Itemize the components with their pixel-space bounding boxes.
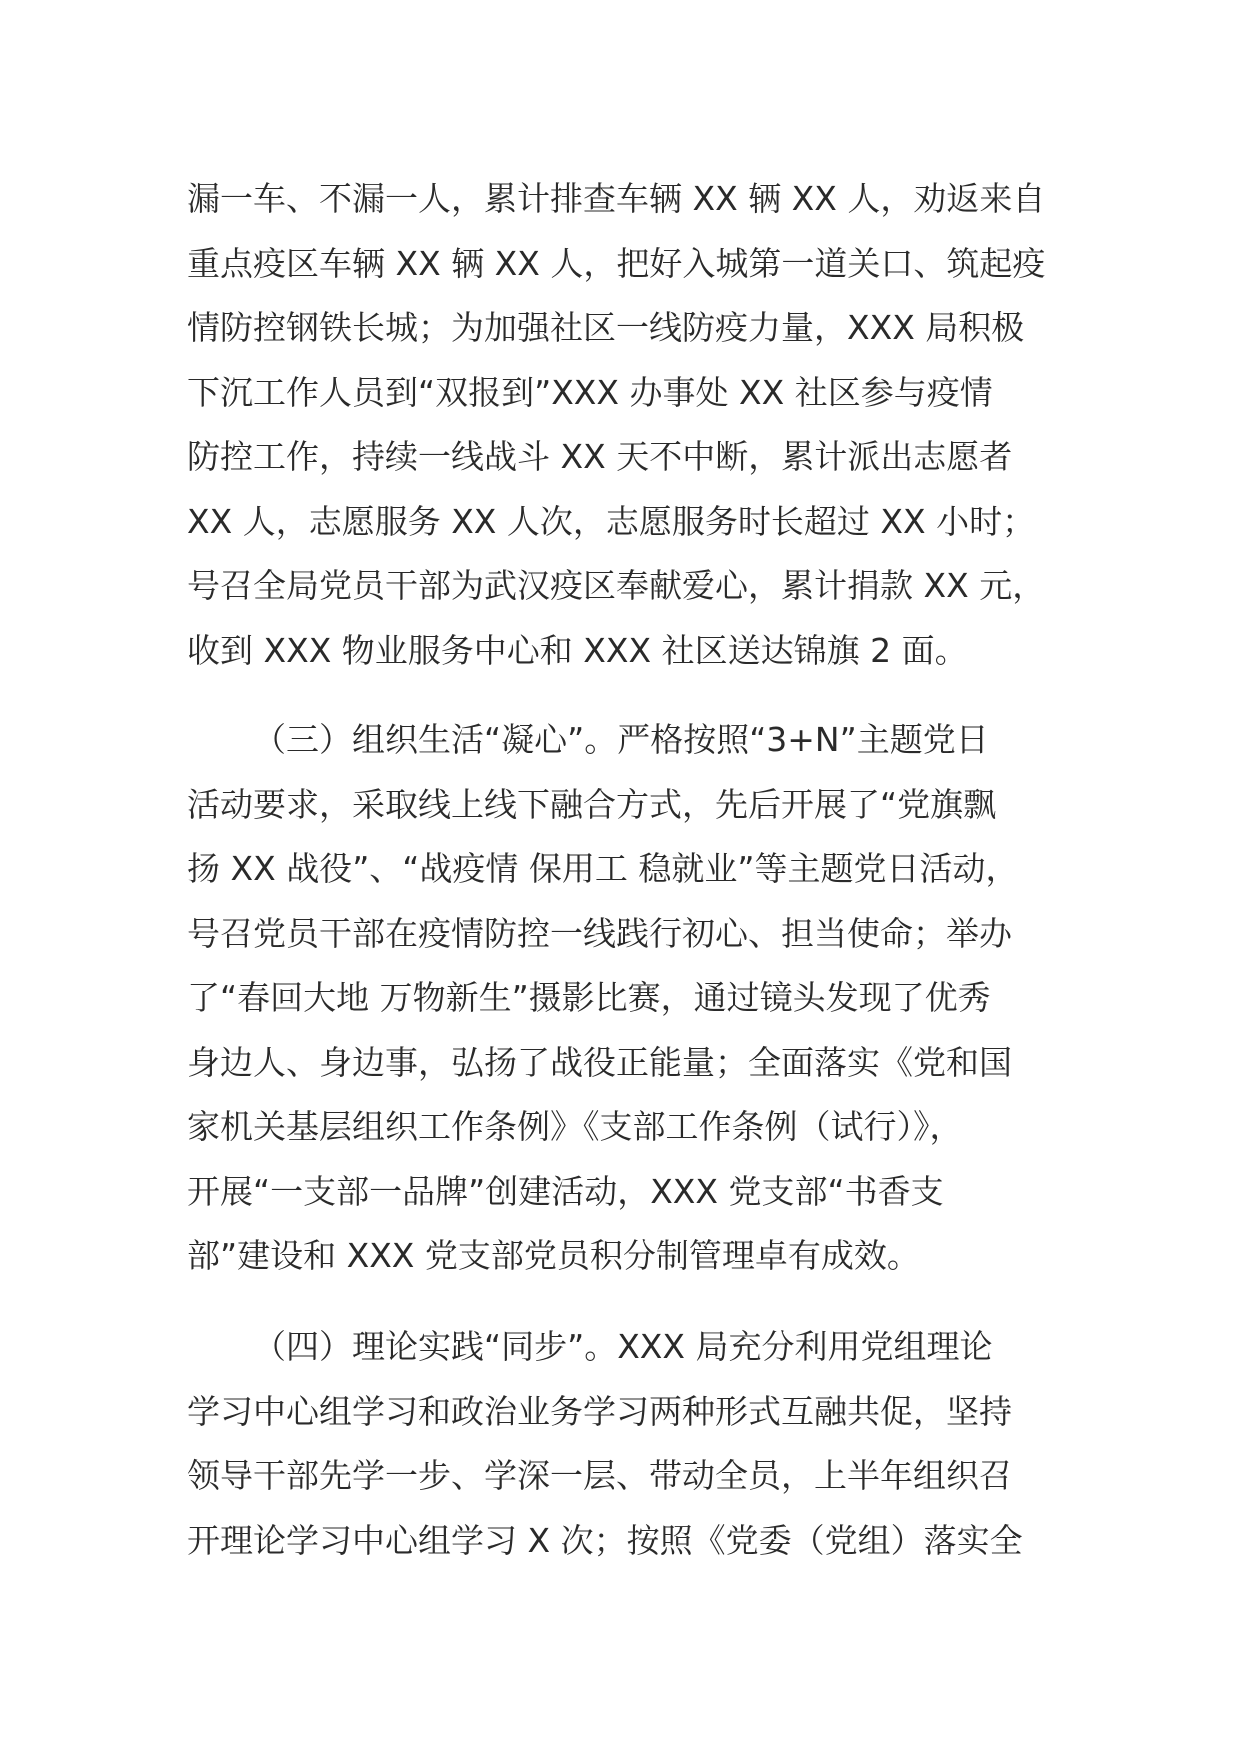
text-line: 身边人、身边事，弘扬了战役正能量；全面落实《党和国 [187,1042,1012,1082]
text-line: （三）组织生活“凝心”。严格按照“3+N”主题党日 [253,720,989,759]
text-line: 号召全局党员干部为武汉疫区奉献爱心，累计捐款 XX 元， [187,566,1046,605]
paragraph-organization-life [187,708,1067,1289]
paragraph-epidemic-prevention [187,167,1067,683]
text-line: 扬 XX 战役”、“战疫情 保用工 稳就业”等主题党日活动， [187,849,1019,888]
text-line: 漏一车、不漏一人，累计排查车辆 XX 辆 XX 人，劝返来自 [187,179,1046,218]
text-line: 部”建设和 XXX 党支部党员积分制管理卓有成效。 [187,1236,920,1275]
text-line: 学习中心组学习和政治业务学习两种形式互融共促，坚持 [187,1391,1012,1431]
text-line: 了“春回大地 万物新生”摄影比赛，通过镜头发现了优秀 [187,978,991,1017]
text-line: 领导干部先学一步、学深一层、带动全员，上半年组织召 [187,1456,1012,1495]
text-line: 防控工作，持续一线战斗 XX 天不中断，累计派出志愿者 [187,437,1013,476]
text-line: 开理论学习中心组学习 X 次；按照《党委（党组）落实全 [187,1520,1023,1560]
text-line: 下沉工作人员到“双报到”XXX 办事处 XX 社区参与疫情 [187,372,993,412]
text-line: XX 人，志愿服务 XX 人次，志愿服务时长超过 XX 小时； [187,501,1036,541]
paragraph-theory-practice [187,1315,1067,1573]
text-line: （四）理论实践“同步”。XXX 局充分利用党组理论 [253,1327,993,1366]
text-line: 活动要求，采取线上线下融合方式，先后开展了“党旗飘 [187,784,997,824]
text-line: 收到 XXX 物业服务中心和 XXX 社区送达锦旗 2 面。 [187,630,968,670]
text-line: 号召党员干部在疫情防控一线践行初心、担当使命；举办 [187,913,1012,953]
text-line: 重点疫区车辆 XX 辆 XX 人，把好入城第一道关口、筑起疫 [187,243,1046,283]
text-line: 开展“一支部一品牌”创建活动，XXX 党支部“书香支 [187,1171,944,1211]
text-line: 家机关基层组织工作条例》《支部工作条例（试行）》， [187,1107,963,1146]
text-line: 情防控钢铁长城；为加强社区一线防疫力量，XXX 局积极 [187,308,1025,347]
